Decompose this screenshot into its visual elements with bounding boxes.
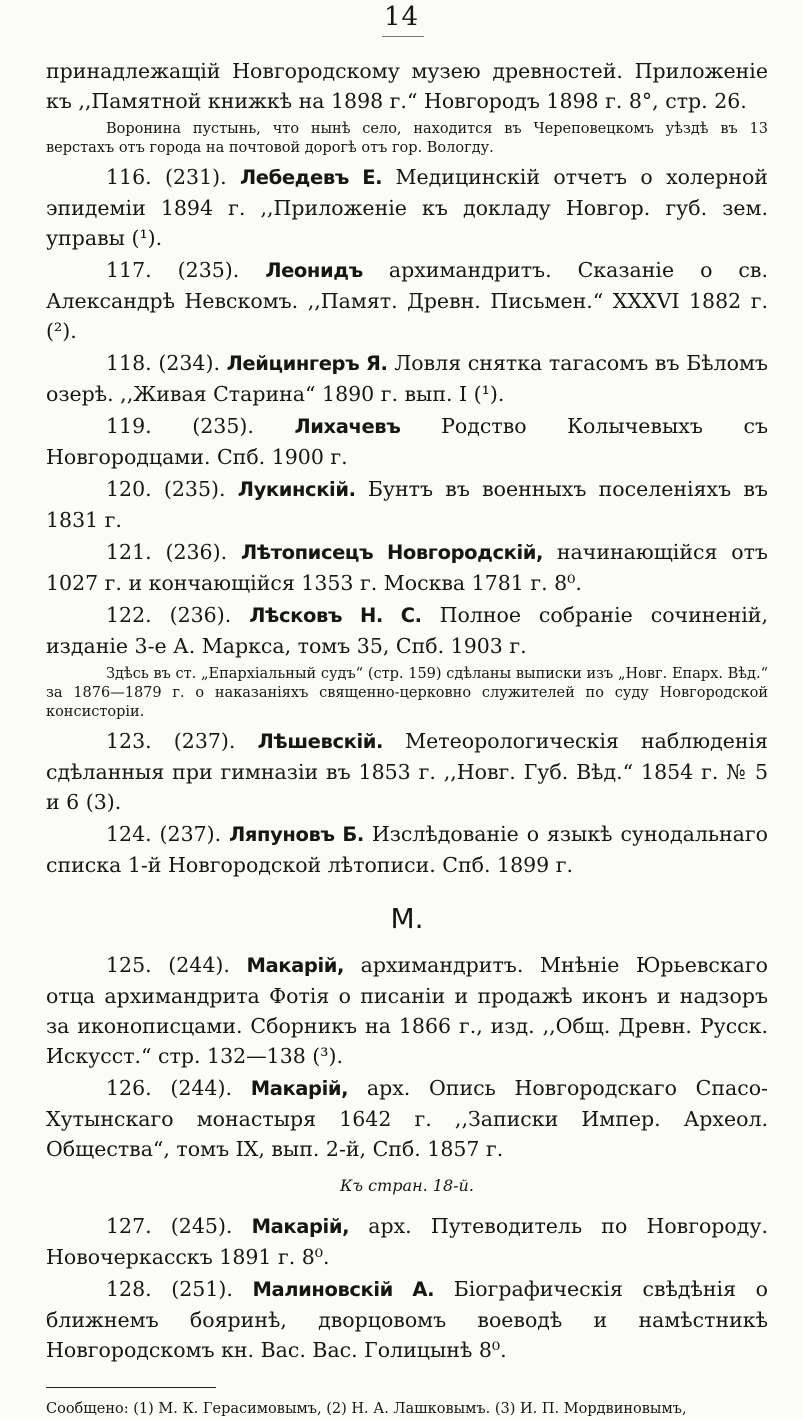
footnote: Сообщено: (1) М. К. Герасимовымъ, (2) Н. А. Лашковымъ. (3) И. П. Мордвиновымъ, (46, 1401, 687, 1417)
entry-text: архимандритъ. Мнѣніе Юрьевскаго отца архимандрита Фотія о писаніи и продажѣ иконъ и надзоръ за иконописцами. Сборникъ на 1866 г., изд. ,,Общ. Древн. Русск. Искусст.“ стр. 132—138 (³). (46, 953, 768, 1068)
continuation-note: Воронина пустынь, что нынѣ село, находится въ Череповецкомъ уѣздѣ въ 13 верстахъ отъ города на почтовой дорогѣ отъ гор. Вологду. (46, 121, 768, 156)
continuation-text: принадлежащій Новгородскому музею древностей. Приложеніе къ ,,Памятной книжкѣ на 1898 г.“ Новгородъ 1898 г. 8°, стр. 26. (46, 59, 768, 113)
entry-text: Полное собраніе сочиненій, изданіе 3-е А. Маркса, томъ 35, Спб. 1903 г. (46, 603, 768, 658)
entry-text: арх. Опись Новгородскаго Спасо-Хутынскаго монастыря 1642 г. ,,Записки Импер. Археол. Общества“, томъ IX, вып. 2-й, Спб. 1857 г. (46, 1076, 768, 1161)
bibliography-entry (46, 348, 768, 409)
bibliography-entry (46, 726, 768, 817)
bibliography-entry (46, 411, 768, 472)
bibliography-entry (46, 474, 768, 535)
entry-text: Изслѣдованіе о языкѣ сунодальнаго списка 1-й Новгородской лѣтописи. Спб. 1899 г. (46, 822, 768, 877)
entry-author: Леонидъ (265, 259, 363, 282)
entry-number: 123. (237). (106, 729, 236, 753)
entry-number: 119. (235). (106, 414, 254, 438)
bibliography-entry (46, 537, 768, 598)
entry-text: Метеорологическія наблюденія сдѣланныя при гимназіи въ 1853 г. ,,Новг. Губ. Вѣд.“ 1854 г. № 5 и 6 (3). (46, 729, 768, 814)
entry-number: 118. (234). (106, 351, 220, 375)
bibliography-entry (46, 1073, 768, 1164)
page-reference: Къ стран. 18-й. (340, 1176, 474, 1195)
entry-text: Біографическія свѣдѣнія о ближнемъ бояринѣ, дворцовомъ воеводѣ и намѣстникѣ Новгородскомъ кн. Вас. Вас. Голицынѣ 8⁰. (46, 1277, 768, 1362)
section-heading: М. (390, 902, 424, 935)
entry-author: Лѣтописецъ Новгородскій, (240, 541, 544, 564)
bibliography-entry (46, 162, 768, 253)
entry-text: арх. Путеводитель по Новгороду. Новочеркасскъ 1891 г. 8⁰. (46, 1214, 768, 1269)
entry-text: Родство Колычевыхъ съ Новгородцами. Спб. 1900 г. (46, 414, 768, 469)
bibliography-entry (46, 819, 768, 880)
entry-author: Макарій, (250, 1077, 349, 1100)
entry-number: 116. (231). (106, 165, 227, 189)
entry-number: 127. (245). (106, 1214, 233, 1238)
entries-before-list (46, 162, 768, 880)
bibliography-entry (46, 1211, 768, 1272)
entry-author: Лебедевъ Е. (240, 166, 383, 189)
entry-text: начинающійся отъ 1027 г. и кончающійся 1353 г. Москва 1781 г. 8⁰. (46, 540, 768, 595)
entry-text: Медицинскій отчетъ о холерной эпидеміи 1894 г. ,,Приложеніе къ докладу Новгор. губ. зем. управы (¹). (46, 165, 768, 250)
entry-number: 120. (235). (106, 477, 226, 501)
entry-author: Ляпуновъ Б. (229, 823, 364, 846)
entry-number: 128. (251). (106, 1277, 233, 1301)
page-body (46, 56, 768, 1419)
entry-number: 126. (244). (106, 1076, 232, 1100)
entry-author: Лейцингеръ Я. (226, 352, 388, 375)
entry-number: 117. (235). (106, 258, 240, 282)
entry-note: Здѣсь въ ст. „Епархіальный судъ“ (стр. 159) сдѣланы выписки изъ „Новг. Епарх. Вѣд.“ за 1876—1879 г. о наказаніяхъ священно-церковно служителей по суду Новгородской консисторіи. (46, 666, 768, 720)
footnote-rule (46, 1387, 216, 1388)
entry-author: Лукинскій. (237, 478, 356, 501)
entry-text: Ловля снятка тагасомъ въ Бѣломъ озерѣ. ,,Живая Старина“ 1890 г. вып. I (¹). (46, 351, 768, 406)
bibliography-entry (46, 1274, 768, 1365)
entry-number: 124. (237). (106, 822, 222, 846)
bibliography-entry (46, 950, 768, 1071)
bibliography-entry (46, 600, 768, 661)
entries-after-list (46, 950, 768, 1164)
entry-author: Малиновскій А. (252, 1278, 435, 1301)
entry-number: 125. (244). (106, 953, 230, 977)
entries-end-list (46, 1211, 768, 1365)
entry-author: Макарій, (251, 1215, 350, 1238)
page-number-rule (382, 36, 424, 37)
entry-number: 121. (236). (106, 540, 228, 564)
entry-author: Лѣсковъ Н. С. (249, 604, 422, 627)
entry-text: Бунтъ въ военныхъ поселеніяхъ въ 1831 г. (46, 477, 768, 532)
entry-number: 122. (236). (106, 603, 232, 627)
entry-author: Лихачевъ (294, 415, 401, 438)
entry-text: архимандритъ. Сказаніе о св. Александрѣ Невскомъ. ,,Памят. Древн. Письмен.“ XXXVI 1882 г. (²). (46, 258, 768, 343)
entry-author: Макарій, (246, 954, 345, 977)
bibliography-entry (46, 255, 768, 346)
page-number: 14 (383, 2, 420, 32)
entry-author: Лѣшевскій. (257, 730, 383, 753)
